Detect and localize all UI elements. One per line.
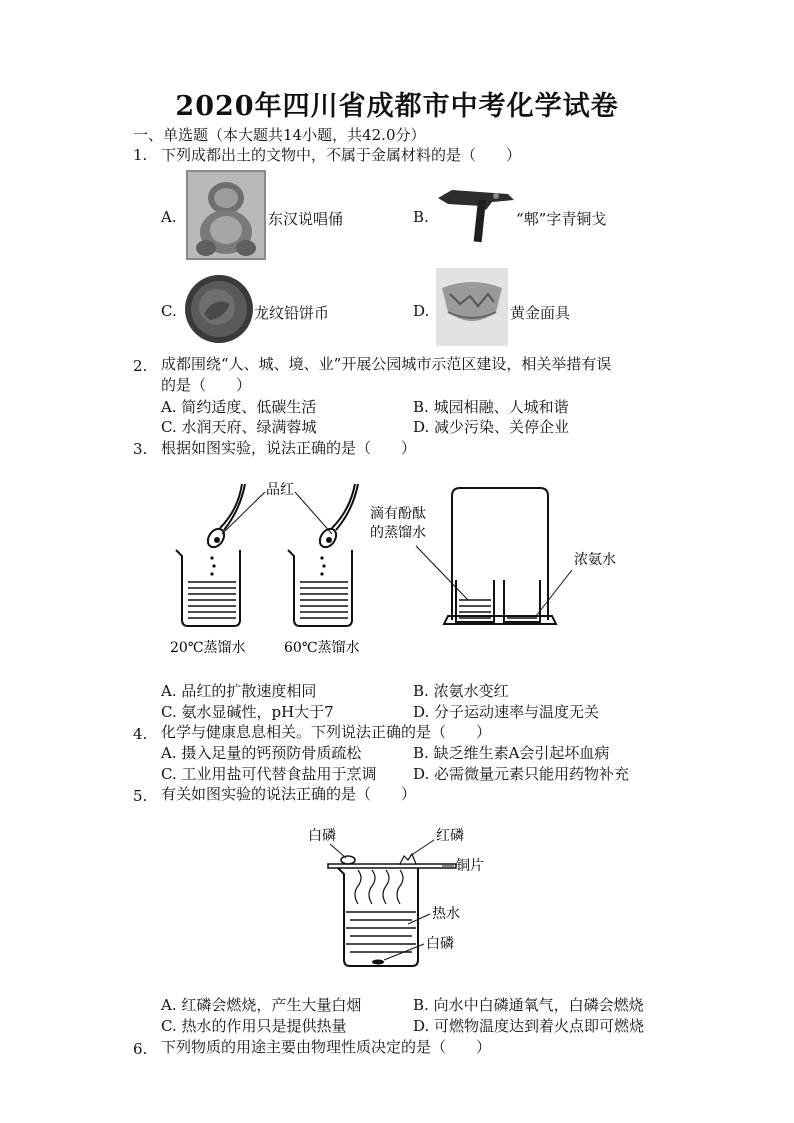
water60-label: 60℃蒸馏水 — [284, 640, 360, 656]
lead-coin-image — [184, 274, 254, 344]
q1-stem: 下列成都出土的文物中，不属于金属材料的是（ ） — [161, 146, 522, 164]
phenol-label-line2: 的蒸馏水 — [370, 525, 426, 541]
q5-option-a: A. 红磷会燃烧，产生大量白烟 — [161, 996, 362, 1014]
q4-option-a: A. 摄入足量的钙预防骨质疏松 — [161, 744, 362, 762]
q4-option-c: C. 工业用盐可代替食盐用于烹调 — [161, 765, 377, 783]
q5-option-d: D. 可燃物温度达到着火点即可燃烧 — [413, 1017, 645, 1035]
red-phosphorus-label: 红磷 — [436, 828, 464, 844]
page-title: 2020年四川省成都市中考化学试卷 — [175, 91, 619, 122]
q4-option-b: B. 缺乏维生素A会引起坏血病 — [413, 744, 610, 762]
white-phosphorus-label-2: 白磷 — [426, 936, 454, 952]
q3-number: 3. — [133, 440, 148, 458]
q2-stem-line1: 成都围绕“人、城、境、业”开展公园城市示范区建设，相关举措有误 — [161, 355, 612, 373]
q1-option-a-text: 东汉说唱俑 — [268, 210, 344, 228]
q5-option-b: B. 向水中白磷通氧气，白磷会燃烧 — [413, 996, 644, 1014]
q4-option-d: D. 必需微量元素只能用药物补充 — [413, 765, 630, 783]
q3-option-d: D. 分子运动速率与温度无关 — [413, 703, 600, 721]
q1-option-a-letter: A. — [161, 208, 177, 226]
q5-diagram — [296, 820, 506, 982]
q5-stem: 有关如图实验的说法正确的是（ ） — [161, 785, 417, 803]
q4-number: 4. — [133, 725, 148, 743]
figurine-image — [186, 170, 266, 260]
bronze-ge-image — [436, 182, 516, 244]
hot-water-label: 热水 — [432, 906, 460, 922]
q2-option-d: D. 减少污染、关停企业 — [413, 418, 570, 436]
q2-option-b: B. 城园相融、人城和谐 — [413, 398, 569, 416]
q1-option-d-letter: D. — [413, 302, 430, 320]
q6-number: 6. — [133, 1040, 148, 1058]
q2-stem-line2: 的是（ ） — [161, 376, 252, 394]
water20-label: 20℃蒸馏水 — [170, 640, 246, 656]
q4-stem: 化学与健康息息相关。下列说法正确的是（ ） — [161, 723, 492, 741]
section-heading: 一、单选题（本大题共14小题，共42.0分） — [133, 126, 426, 144]
copper-label: 铜片 — [456, 858, 484, 874]
ammonia-label: 浓氨水 — [574, 552, 616, 568]
q1-number: 1. — [133, 146, 148, 164]
pinhong-label: 品红 — [266, 482, 294, 498]
q5-number: 5. — [133, 787, 148, 805]
q2-option-c: C. 水润天府、绿满蓉城 — [161, 418, 317, 436]
q3-option-b: B. 浓氨水变红 — [413, 682, 509, 700]
q2-number: 2. — [133, 357, 148, 375]
q3-option-a: A. 品红的扩散速度相同 — [161, 682, 317, 700]
q1-option-b-text: “郫”字青铜戈 — [516, 210, 607, 228]
q3-option-c: C. 氨水显碱性，pH大于7 — [161, 703, 334, 721]
gold-mask-image — [436, 268, 508, 346]
white-phosphorus-label: 白磷 — [308, 828, 336, 844]
q3-stem: 根据如图实验，说法正确的是（ ） — [161, 439, 417, 457]
phenol-label-line1: 滴有酚酞 — [370, 506, 426, 522]
q3-diagram — [160, 470, 640, 665]
q5-option-c: C. 热水的作用只是提供热量 — [161, 1017, 347, 1035]
q6-stem: 下列物质的用途主要由物理性质决定的是（ ） — [161, 1038, 492, 1056]
q2-option-a: A. 简约适度、低碳生活 — [161, 398, 317, 416]
q1-option-c-text: 龙纹铅饼币 — [254, 304, 330, 322]
q1-option-d-text: 黄金面具 — [510, 304, 571, 322]
q1-option-c-letter: C. — [161, 302, 177, 320]
q1-option-b-letter: B. — [413, 208, 429, 226]
